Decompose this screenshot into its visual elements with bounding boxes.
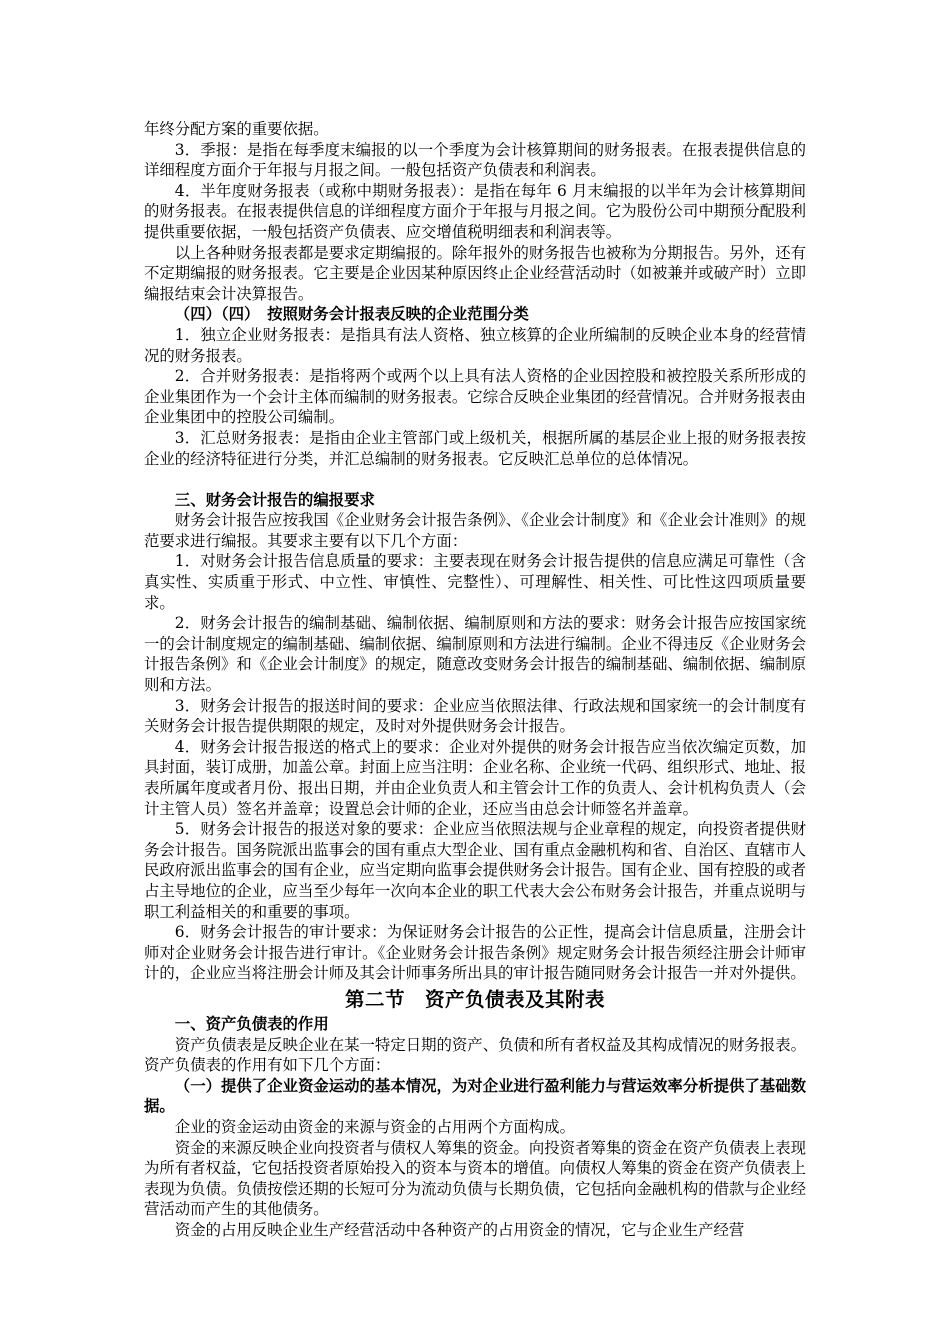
heading: 三、财务会计报告的编报要求 [174, 490, 375, 509]
paragraph: 4．财务会计报告报送的格式上的要求：企业对外提供的财务会计报告应当依次编定页数，加具封面，装订成册，加盖公章。封面上应当注明：企业名称、企业统一代码、组织形式、地址、报表所属年度或者月份、报出日期，并由企业负责人和主管会计工作的负责人、会计机构负责人（会计主管人员）签名并盖章；设置总会计师的企业，还应当由总会计师签名并盖章。 [144, 737, 806, 818]
paragraph: 2．合并财务报表：是指将两个或两个以上具有法人资格的企业因控股和被控股关系所形成的企业集团作为一个会计主体而编制的财务报表。它综合反映企业集团的经营情况。合并财务报表由企业集团中的控股公司编制。 [144, 367, 806, 427]
document-body-part-1 [144, 119, 806, 984]
heading: （四）（四） 按照财务会计报表反映的企业范围分类 [174, 305, 529, 324]
paragraph: 资金的来源反映企业向投资者与债权人筹集的资金。向投资者筹集的资金在资产负债表上表现为所有者权益，它包括投资者原始投入的资本与资本的增值。向债权人筹集的资金在资产负债表上表现为负债。负债按偿还期的长短可分为流动负债与长期负债，它包括向金融机构的借款与企业经营活动而产生的其他债务。 [144, 1138, 806, 1219]
paragraph: 资金的占用反映企业生产经营活动中各种资产的占用资金的情况，它与企业生产经营 [174, 1220, 745, 1239]
blank-line [144, 469, 806, 490]
paragraph: 3．财务会计报告的报送时间的要求：企业应当依照法律、行政法规和国家统一的会计制度有关财务会计报告提供期限的规定，及时对外提供财务会计报告。 [144, 696, 806, 736]
paragraph: 3．季报：是指在每季度末编报的以一个季度为会计核算期间的财务报表。在报表提供信息的详细程度方面介于年报与月报之间。一般包括资产负债表和利润表。 [144, 140, 806, 180]
paragraph: 1．独立企业财务报表：是指具有法人资格、独立核算的企业所编制的反映企业本身的经营情况的财务报表。 [144, 325, 806, 365]
paragraph: 3．汇总财务报表：是指由企业主管部门或上级机关，根据所属的基层企业上报的财务报表按企业的经济特征进行分类，并汇总编制的财务报表。它反映汇总单位的总体情况。 [144, 428, 806, 468]
paragraph: 资产负债表是反映企业在某一特定日期的资产、负债和所有者权益及其构成情况的财务报表。资产负债表的作用有如下几个方面： [144, 1035, 806, 1075]
paragraph: 年终分配方案的重要依据。 [144, 120, 329, 138]
heading: 一、资产负债表的作用 [174, 1014, 329, 1033]
paragraph: 6．财务会计报告的审计要求：为保证财务会计报告的公正性，提高会计信息质量，注册会计师对企业财务会计报告进行审计。《企业财务会计报告条例》规定财务会计报告须经注册会计师审计的，企业应当将注册会计师及其会计师事务所出具的审计报告随同财务会计报告一并对外提供。 [144, 923, 806, 983]
paragraph: 5．财务会计报告的报送对象的要求：企业应当依照法规与企业章程的规定，向投资者提供财务会计报告。国务院派出监事会的国有重点大型企业、国有重点金融机构和省、自治区、直辖市人民政府派出监事会的国有企业，应当定期向监事会提供财务会计报告。国有企业、国有控股的或者占主导地位的企业，应当至少每年一次向本企业的职工代表大会公布财务会计报告，并重点说明与职工利益相关的和重要的事项。 [144, 820, 806, 921]
document-body-part-2 [144, 1014, 806, 1241]
paragraph: 1．对财务会计报告信息质量的要求：主要表现在财务会计报告提供的信息应满足可靠性（含真实性、实质重于形式、中立性、审慎性、完整性）、可理解性、相关性、可比性这四项质量要求。 [144, 552, 806, 612]
paragraph: 以上各种财务报表都是要求定期编报的。除年报外的财务报告也被称为分期报告。另外，还有不定期编报的财务报表。它主要是企业因某种原因终止企业经营活动时（如被兼并或破产时）立即编报结束会计决算报告。 [144, 243, 806, 303]
document-page [144, 119, 806, 1240]
section-title: 第二节 资产负债表及其附表 [344, 987, 605, 1011]
paragraph: 财务会计报告应按我国《企业财务会计报告条例》、《企业会计制度》和《企业会计准则》的规范要求进行编报。其要求主要有以下几个方面： [144, 511, 806, 550]
heading: （一）提供了企业资金运动的基本情况，为对企业进行盈利能力与营运效率分析提供了基础数据。 [144, 1076, 806, 1116]
paragraph: 4．半年度财务报表（或称中期财务报表）：是指在每年 6 月末编报的以半年为会计核算期间的财务报表。在报表提供信息的详细程度方面介于年报与月报之间。它为股份公司中期预分配股利提供重要依据，一般包括资产负债表、应交增值税明细表和利润表等。 [144, 181, 806, 241]
paragraph: 2．财务会计报告的编制基础、编制依据、编制原则和方法的要求：财务会计报告应按国家统一的会计制度规定的编制基础、编制依据、编制原则和方法进行编制。企业不得违反《企业财务会计报告条例》和《企业会计制度》的规定，随意改变财务会计报告的编制基础、编制依据、编制原则和方法。 [144, 614, 806, 695]
paragraph: 企业的资金运动由资金的来源与资金的占用两个方面构成。 [174, 1117, 575, 1136]
